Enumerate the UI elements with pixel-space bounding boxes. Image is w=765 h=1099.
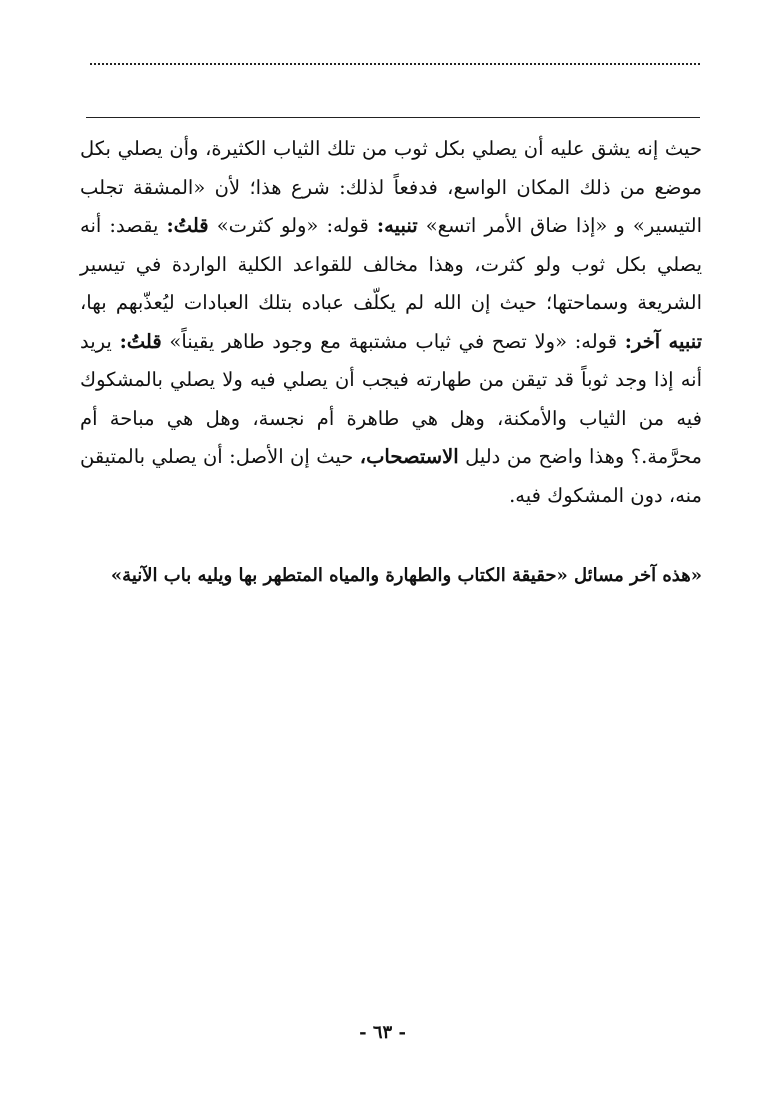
body-paragraph	[80, 130, 702, 515]
page-number: - ٦٣ -	[359, 1022, 406, 1043]
closing-note: «هذه آخر مسائل «حقيقة الكتاب والطهارة والمياه المتطهر بها ويليه باب الآنية»	[110, 565, 702, 586]
text-segment-3: يقصد: أنه يصلي بكل ثوب ولو كثرت، وهذا مخالف للقواعد الكلية الواردة في تيسير الشريعة وسماحتها؛ حيث إن الله لم يكلّف عباده بتلك العبادات ليُعذّبهم بها،	[80, 214, 702, 314]
header-rule	[86, 117, 700, 118]
label-tanbih-akhar: تنبيه آخر:	[624, 329, 703, 353]
text-segment-4: قوله: «ولا تصح في ثياب مشتبهة مع وجود طاهر يقيناً»	[169, 329, 618, 353]
label-tanbih: تنبيه:	[376, 214, 418, 237]
label-qultu-1: قلتُ:	[166, 214, 209, 237]
dotted-separator	[90, 63, 700, 65]
label-istishab: الاستصحاب،	[359, 445, 459, 468]
text-segment-5: يريد أنه إذا وجد ثوباً قد تيقن من طهارته فيجب أن يصلي فيه ولا يصلي بالمشكوك فيه من الثياب والأمكنة، وهل هي طاهرة أم نجسة، وهل هي مباحة أم محرَّمة.؟ وهذا واضح من دليل	[80, 329, 703, 468]
text-segment-2: قوله: «ولو كثرت»	[216, 214, 369, 237]
text-segment-6: حيث إن الأصل: أن يصلي بالمتيقن منه، دون المشكوك فيه.	[80, 445, 702, 507]
label-qultu-2: قلتُ:	[119, 329, 162, 353]
text-segment-1: حيث إنه يشق عليه أن يصلي بكل ثوب من تلك الثياب الكثيرة، وأن يصلي بكل موضع من ذلك المكان الواسع، فدفعاً لذلك: شرع هذا؛ لأن «المشقة تجلب التيسير» و «إذا ضاق الأمر اتسع»	[80, 137, 703, 237]
